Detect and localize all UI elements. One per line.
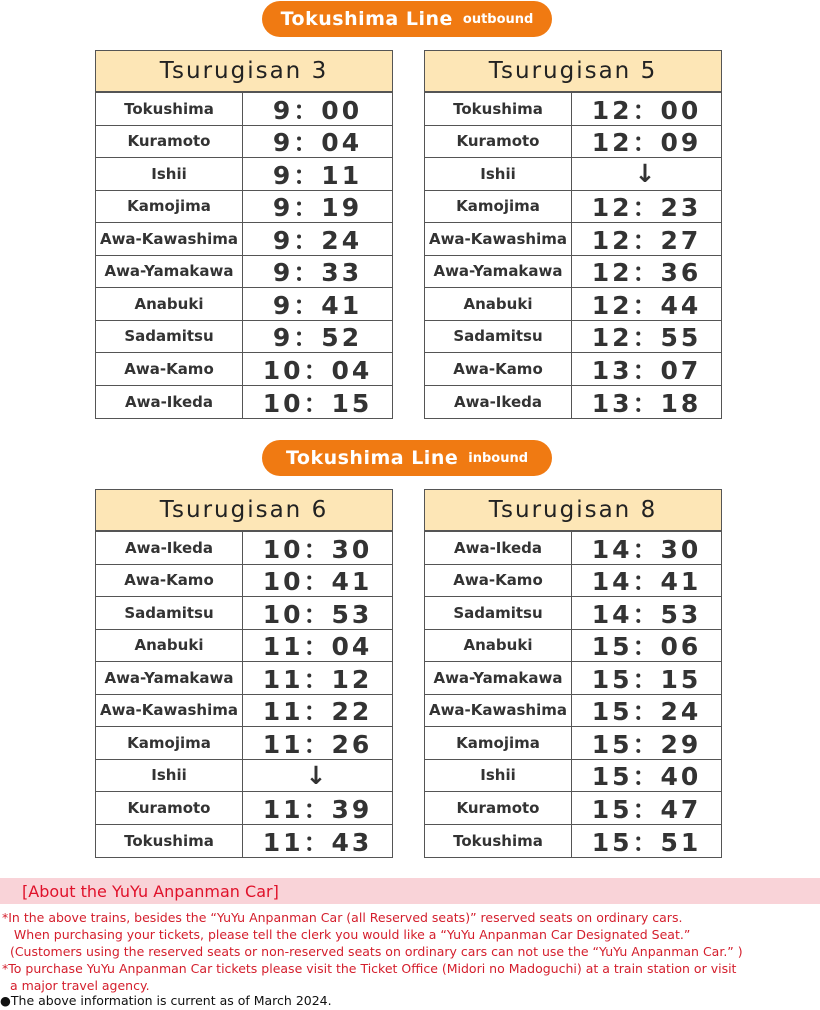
station-name: Kuramoto bbox=[425, 126, 572, 158]
departure-time: 11：26 bbox=[262, 729, 373, 759]
timetable-tsurugisan-3 bbox=[95, 50, 393, 419]
table-row bbox=[96, 792, 392, 825]
table-row bbox=[96, 288, 392, 321]
train-name: Tsurugisan 6 bbox=[96, 490, 392, 532]
timetable-tsurugisan-8 bbox=[424, 489, 722, 858]
table-row bbox=[96, 662, 392, 695]
station-name: Awa-Yamakawa bbox=[425, 662, 572, 694]
station-name: Kuramoto bbox=[96, 792, 243, 824]
station-name: Ishii bbox=[425, 158, 572, 190]
departure-time: 12：36 bbox=[591, 258, 702, 288]
table-row bbox=[425, 695, 721, 728]
pass-through-arrow-icon: ↓ bbox=[305, 760, 330, 790]
table-row bbox=[96, 386, 392, 419]
notes bbox=[2, 909, 818, 994]
station-name: Kamojima bbox=[96, 727, 243, 759]
table-row bbox=[96, 93, 392, 126]
departure-time: 14：41 bbox=[591, 567, 702, 597]
table-row bbox=[425, 223, 721, 256]
station-name: Awa-Kawashima bbox=[96, 695, 243, 727]
station-name: Awa-Kamo bbox=[96, 565, 243, 597]
table-row bbox=[96, 825, 392, 858]
table-row bbox=[96, 532, 392, 565]
table-row bbox=[425, 386, 721, 419]
footer-note: ●The above information is current as of March 2024. bbox=[0, 993, 332, 1008]
station-name: Awa-Yamakawa bbox=[425, 256, 572, 288]
table-row bbox=[96, 191, 392, 224]
departure-time: 9：19 bbox=[272, 193, 363, 223]
about-band bbox=[0, 878, 820, 904]
station-name: Anabuki bbox=[425, 288, 572, 320]
timetable-tsurugisan-5 bbox=[424, 50, 722, 419]
departure-time: 12：09 bbox=[591, 128, 702, 158]
station-name: Kuramoto bbox=[425, 792, 572, 824]
table-row bbox=[425, 288, 721, 321]
table-row bbox=[425, 792, 721, 825]
departure-time: 9：00 bbox=[272, 95, 363, 125]
train-name: Tsurugisan 5 bbox=[425, 51, 721, 93]
departure-time: 11：12 bbox=[262, 664, 373, 694]
station-name: Kamojima bbox=[96, 191, 243, 223]
departure-time: 10：41 bbox=[262, 567, 373, 597]
departure-time: 15：40 bbox=[591, 762, 702, 792]
departure-time: 15：15 bbox=[591, 664, 702, 694]
table-row bbox=[425, 565, 721, 598]
station-name: Ishii bbox=[96, 760, 243, 792]
station-name: Awa-Kamo bbox=[96, 353, 243, 385]
departure-time: 14：30 bbox=[591, 534, 702, 564]
table-row bbox=[425, 630, 721, 663]
table-row bbox=[96, 126, 392, 159]
table-row bbox=[425, 93, 721, 126]
station-name: Tokushima bbox=[425, 825, 572, 858]
station-name: Sadamitsu bbox=[425, 321, 572, 353]
station-name: Awa-Ikeda bbox=[96, 532, 243, 564]
timetable-tsurugisan-6 bbox=[95, 489, 393, 858]
note-line: *To purchase YuYu Anpanman Car tickets please visit the Ticket Office (Midori no Madoguchi) at a train station or visit bbox=[2, 961, 737, 976]
departure-time: 12：27 bbox=[591, 225, 702, 255]
station-name: Awa-Yamakawa bbox=[96, 256, 243, 288]
train-name: Tsurugisan 3 bbox=[96, 51, 392, 93]
note-line: a major travel agency. bbox=[2, 978, 150, 993]
about-heading: [About the YuYu Anpanman Car] bbox=[22, 881, 279, 901]
departure-time: 15：29 bbox=[591, 729, 702, 759]
station-name: Ishii bbox=[96, 158, 243, 190]
departure-time: 11：22 bbox=[262, 697, 373, 727]
station-name: Kuramoto bbox=[96, 126, 243, 158]
station-name: Awa-Ikeda bbox=[425, 532, 572, 564]
departure-time: 11：04 bbox=[262, 632, 373, 662]
table-row bbox=[96, 727, 392, 760]
section-pill-inbound bbox=[262, 440, 552, 476]
station-name: Kamojima bbox=[425, 191, 572, 223]
note-line: When purchasing your tickets, please tell the clerk you would like a “YuYu Anpanman Car Designated Seat.” bbox=[2, 927, 691, 942]
departure-time: 12：44 bbox=[591, 290, 702, 320]
table-row bbox=[425, 760, 721, 793]
section-pill-outbound bbox=[262, 1, 552, 37]
departure-time: 9：52 bbox=[272, 323, 363, 353]
station-name: Awa-Yamakawa bbox=[96, 662, 243, 694]
table-row bbox=[96, 565, 392, 598]
station-name: Anabuki bbox=[425, 630, 572, 662]
departure-time: 12：23 bbox=[591, 193, 702, 223]
station-name: Awa-Kawashima bbox=[425, 223, 572, 255]
station-name: Awa-Kamo bbox=[425, 353, 572, 385]
station-name: Sadamitsu bbox=[425, 597, 572, 629]
departure-time: 15：51 bbox=[591, 827, 702, 857]
departure-time: 10：04 bbox=[262, 355, 373, 385]
station-name: Tokushima bbox=[425, 93, 572, 125]
table-row bbox=[96, 256, 392, 289]
table-row bbox=[425, 191, 721, 224]
station-name: Anabuki bbox=[96, 630, 243, 662]
departure-time: 15：24 bbox=[591, 697, 702, 727]
direction-label: outbound bbox=[462, 11, 534, 27]
line-name: Tokushima Line bbox=[285, 447, 459, 469]
table-row bbox=[96, 321, 392, 354]
line-name: Tokushima Line bbox=[280, 8, 453, 30]
station-name: Awa-Kamo bbox=[425, 565, 572, 597]
table-row bbox=[96, 597, 392, 630]
pass-through-arrow-icon: ↓ bbox=[634, 159, 659, 189]
departure-time: 13：18 bbox=[591, 388, 702, 418]
departure-time: 14：53 bbox=[591, 599, 702, 629]
table-row bbox=[425, 321, 721, 354]
departure-time: 15：47 bbox=[591, 794, 702, 824]
departure-time: 10：30 bbox=[262, 534, 373, 564]
table-row bbox=[425, 825, 721, 858]
station-name: Tokushima bbox=[96, 825, 243, 858]
departure-time: 9：41 bbox=[272, 290, 363, 320]
departure-time: 12：55 bbox=[591, 323, 702, 353]
table-row bbox=[425, 256, 721, 289]
departure-time: 15：06 bbox=[591, 632, 702, 662]
departure-time: 12：00 bbox=[591, 95, 702, 125]
direction-label: inbound bbox=[468, 450, 529, 466]
station-name: Ishii bbox=[425, 760, 572, 792]
train-name: Tsurugisan 8 bbox=[425, 490, 721, 532]
table-row bbox=[425, 597, 721, 630]
table-row bbox=[425, 353, 721, 386]
station-name: Awa-Ikeda bbox=[425, 386, 572, 419]
departure-time: 9：11 bbox=[272, 160, 363, 190]
station-name: Tokushima bbox=[96, 93, 243, 125]
station-name: Sadamitsu bbox=[96, 321, 243, 353]
departure-time: 9：04 bbox=[272, 128, 363, 158]
table-row bbox=[96, 695, 392, 728]
departure-time: 10：15 bbox=[262, 388, 373, 418]
table-row bbox=[96, 760, 392, 793]
departure-time: 10：53 bbox=[262, 599, 373, 629]
departure-time: 11：39 bbox=[262, 794, 373, 824]
station-name: Kamojima bbox=[425, 727, 572, 759]
station-name: Awa-Kawashima bbox=[96, 223, 243, 255]
note-line: (Customers using the reserved seats or non-reserved seats on ordinary cars can not use the “YuYu Anpanman Car.” ) bbox=[2, 944, 743, 959]
departure-time: 9：24 bbox=[272, 225, 363, 255]
station-name: Awa-Kawashima bbox=[425, 695, 572, 727]
table-row bbox=[425, 727, 721, 760]
table-row bbox=[96, 630, 392, 663]
table-row bbox=[425, 662, 721, 695]
table-row bbox=[96, 223, 392, 256]
station-name: Anabuki bbox=[96, 288, 243, 320]
table-row bbox=[425, 158, 721, 191]
departure-time: 13：07 bbox=[591, 355, 702, 385]
table-row bbox=[96, 353, 392, 386]
departure-time: 9：33 bbox=[272, 258, 363, 288]
table-row bbox=[425, 532, 721, 565]
departure-time: 11：43 bbox=[262, 827, 373, 857]
table-row bbox=[425, 126, 721, 159]
station-name: Awa-Ikeda bbox=[96, 386, 243, 419]
table-row bbox=[96, 158, 392, 191]
note-line: *In the above trains, besides the “YuYu Anpanman Car (all Reserved seats)” reserved seats on ordinary cars. bbox=[2, 910, 683, 925]
station-name: Sadamitsu bbox=[96, 597, 243, 629]
